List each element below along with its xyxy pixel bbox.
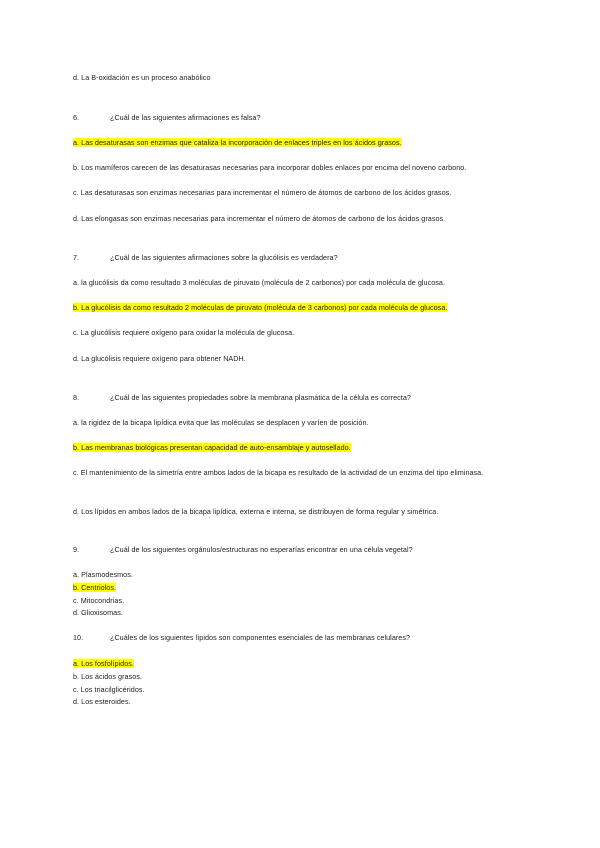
q10-option-c: c. Los triacilglicéridos. [73,685,145,694]
q7-option-d: d. La glucólisis requiere oxígeno para obtener NADH. [73,354,246,363]
q7-option-b: b. La glucólisis da como resultado 2 moléculas de piruvato (molécula de 3 carbonos) por cada molécula de glucosa. [73,303,448,312]
q6-option-b: b. Los mamíferos carecen de las desaturasas necesarias para incorporar dobles enlaces por encima del noveno carbono. [73,163,467,172]
question-number: 7. [73,253,80,262]
prev-option-d: d. La B-oxidación es un proceso anabólico [73,73,211,82]
question-number: 6. [73,113,80,122]
q6-option-c: c. Las desaturasas son enzimas necesarias para incrementar el número de átomos de carbono de los ácidos grasos. [73,188,452,197]
q6-option-a: a. Las desaturasas son enzimas que cataliza la incorporación de enlaces triples en los ácidos grasos. [73,138,402,147]
q9-option-c: c. Mitocondrias. [73,596,125,605]
question-text: ¿Cuál de las siguientes propiedades sobre la membrana plasmática de la célula es correcta? [110,393,411,402]
question-text: ¿Cuáles de los siguientes lípidos son componentes esenciales de las membranas celulares? [110,633,411,642]
q7-option-c: c. La glucólisis requiere oxígeno para oxidar la molécula de glucosa. [73,328,295,337]
q8-option-b: b. Las membranas biológicas presentan capacidad de auto-ensamblaje y autosellado. [73,443,351,452]
q7-option-a: a. la glucólisis da como resultado 3 moléculas de piruvato (molécula de 2 carbonos) por cada molécula de glucosa. [73,278,446,287]
question-number: 10. [73,633,84,642]
question-text: ¿Cuál de las siguientes afirmaciones es falsa? [110,113,261,122]
q8-option-c: c. El mantenimiento de la simetría entre ambos lados de la bicapa es resultado de la actividad de un enzima del tipo eliminasa. [73,468,484,477]
question-text: ¿Cuál de los siguientes orgánulos/estructuras no esperarías encontrar en una célula vegetal? [110,545,413,554]
q10-option-b: b. Los ácidos grasos. [73,672,142,681]
question-number: 8. [73,393,80,402]
question-6 [0,113,600,122]
question-9 [0,545,600,554]
question-text: ¿Cuál de las siguientes afirmaciones sobre la glucólisis es verdadera? [110,253,338,262]
q9-option-a: a. Plasmodesmos. [73,570,133,579]
question-number: 9. [73,545,80,554]
q8-option-d: d. Los lípidos en ambos lados de la bicapa lipídica, externa e interna, se distribuyen de forma regular y simétrica. [73,507,439,516]
question-7 [0,253,600,262]
q10-option-d: d. Los esteroides. [73,697,131,706]
q9-option-d: d. Glioxisomas. [73,608,123,617]
q8-option-a: a. la rigidez de la bicapa lipídica evita que las moléculas se desplacen y varíen de posición. [73,418,369,427]
q6-option-d: d. Las elongasas son enzimas necesarias para incrementar el número de átomos de carbono de los ácidos grasos. [73,214,446,223]
q10-option-a: a. Los fosfolípidos. [73,659,134,668]
question-10 [0,633,600,642]
question-8 [0,393,600,402]
q9-option-b: b. Centriolos. [73,583,117,592]
